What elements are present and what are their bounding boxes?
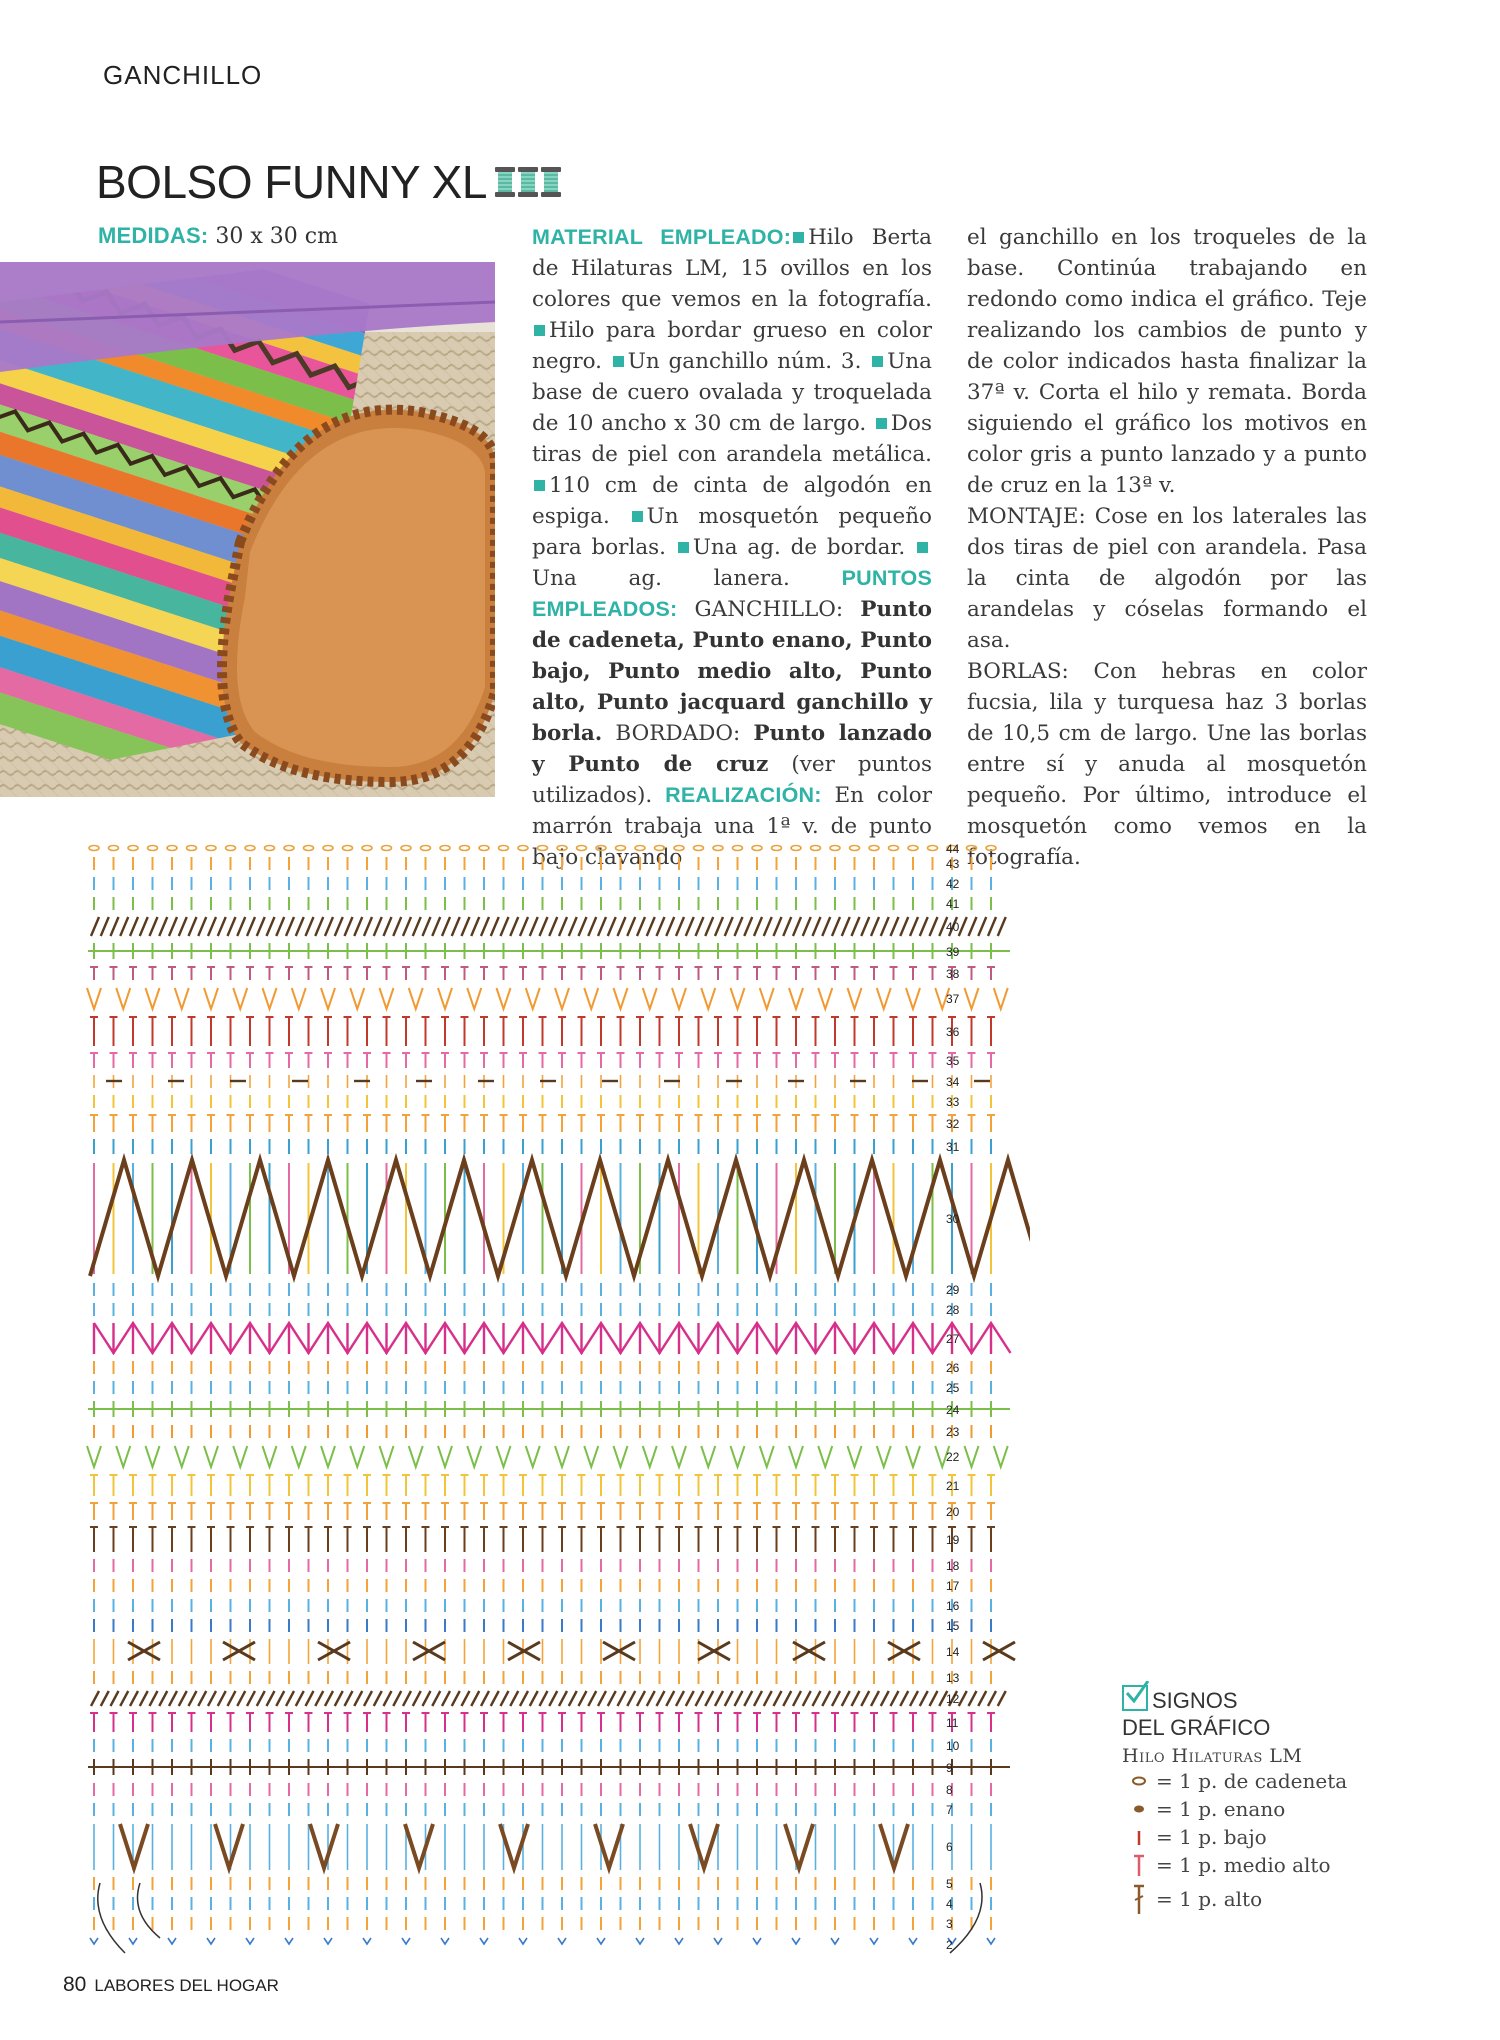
chart-row-number: 18: [946, 1559, 960, 1573]
page-title: BOLSO FUNNY XL: [96, 156, 487, 208]
legend-item-slip: = 1 p. enano: [1122, 1795, 1452, 1823]
chart-row-number: 34: [946, 1075, 960, 1089]
chart-row-number: 14: [946, 1645, 960, 1659]
magazine-name: LABORES DEL HOGAR: [94, 1976, 279, 1995]
chart-row-number: 11: [946, 1716, 959, 1730]
measures-label: MEDIDAS:: [98, 223, 209, 248]
chain-stitch-icon: [1122, 1776, 1156, 1786]
chart-row-number: 20: [946, 1505, 960, 1519]
thread-spool-icon: [495, 167, 561, 197]
chart-row-number: 16: [946, 1599, 960, 1613]
realizacion-text: En color marrón trabaja una 1ª v. de punto bajo clavando: [532, 783, 932, 870]
chart-row-number: 24: [946, 1403, 960, 1417]
measures: [98, 223, 338, 249]
chart-row-number: 25: [946, 1381, 960, 1395]
material-label: MATERIAL EMPLEADO:: [532, 225, 792, 249]
chart-row-number: 29: [946, 1283, 960, 1297]
checkmark-icon: [1122, 1685, 1148, 1711]
chart-row-number: 12: [946, 1692, 960, 1706]
chart-row-number: 41: [946, 897, 960, 911]
bag-photo: [0, 262, 495, 797]
puntos-reference: (ver puntos utilizados).: [532, 752, 932, 808]
chart-row-number: 30: [946, 1212, 960, 1226]
chart-row-number: 9: [946, 1761, 953, 1775]
chart-row-number: 33: [946, 1095, 960, 1109]
measures-value: 30 x 30 cm: [208, 224, 338, 249]
double-crochet-icon: [1122, 1883, 1156, 1915]
chart-row-number: 42: [946, 877, 960, 891]
chart-row-number: 28: [946, 1303, 960, 1317]
single-crochet-icon: [1122, 1827, 1156, 1847]
material-item: Una ag. de bordar.: [692, 535, 906, 560]
chart-row-number: 13: [946, 1671, 960, 1685]
material-item: Hilo Berta de Hilaturas LM, 15 ovillos en los colores que vemos en la fotografía.: [532, 225, 932, 312]
chart-row-number: 31: [946, 1140, 960, 1154]
chart-row-number: 21: [946, 1479, 960, 1493]
chart-row-number: 8: [946, 1783, 953, 1797]
page-footer: [63, 1973, 279, 1997]
chart-row-number: 19: [946, 1533, 960, 1547]
legend-item-chain: = 1 p. de cadeneta: [1122, 1767, 1452, 1795]
puntos-ganchillo-list: Punto de cadeneta, Punto enano, Punto bajo, Punto medio alto, Punto alto, Punto jacquard ganchillo y borla.: [532, 597, 932, 746]
chart-row-number: 40: [946, 920, 960, 934]
legend-title: SIGNOS DEL GRÁFICO: [1122, 1685, 1452, 1741]
chart-row-number: 22: [946, 1450, 960, 1464]
chart-row-number: 35: [946, 1054, 960, 1068]
crochet-chart: [80, 838, 1030, 1968]
puntos-bordado-label: BORDADO:: [602, 721, 754, 746]
chart-row-number: 17: [946, 1579, 960, 1593]
chart-row-number: 39: [946, 945, 960, 959]
chart-row-number: 6: [946, 1840, 953, 1854]
page-number: 80: [63, 1973, 87, 1996]
instructions-column-2: [967, 222, 1367, 873]
puntos-ganchillo-label: GANCHILLO:: [677, 597, 861, 622]
chart-row-number: 7: [946, 1803, 953, 1817]
chart-row-number: 44: [946, 842, 960, 856]
instructions-column-1: [532, 222, 932, 873]
chart-row-number: 3: [946, 1917, 953, 1931]
chart-row-number: 38: [946, 967, 960, 981]
chart-row-number: 27: [946, 1332, 960, 1346]
slip-stitch-icon: [1122, 1804, 1156, 1814]
half-double-crochet-icon: [1122, 1853, 1156, 1877]
chart-legend: [1122, 1685, 1452, 1919]
chart-row-number: 23: [946, 1425, 960, 1439]
material-item: Un mosquetón pequeño para borlas.: [532, 504, 932, 560]
crochet-chart-svg: [80, 838, 1030, 1968]
material-item: 110 cm de cinta de algodón en espiga.: [532, 473, 932, 529]
material-item: Un ganchillo núm. 3.: [627, 349, 862, 374]
chart-row-number: 4: [946, 1897, 953, 1911]
chart-row-number: 26: [946, 1361, 960, 1375]
legend-item-double: = 1 p. alto: [1122, 1879, 1452, 1919]
realizacion-continuation: el ganchillo en los troqueles de la base. Continúa trabajando en redondo como indica el gráfico. Teje realizando los cambios de punto y de color indicados hasta finalizar la 37ª v. Corta el hilo y remata. Borda siguiendo el gráfico los motivos en color gris a punto lanzado y a punto de cruz en la 13ª v.: [967, 225, 1367, 498]
montaje-text: MONTAJE: Cose en los laterales las dos tiras de piel con arandela. Pasa la cinta de algodón por las arandelas y cóselas formando el asa.: [967, 504, 1367, 653]
chart-row-number: 36: [946, 1025, 960, 1039]
legend-item-half-double: = 1 p. medio alto: [1122, 1851, 1452, 1879]
chart-row-number: 2: [946, 1938, 953, 1952]
chart-row-number: 15: [946, 1619, 960, 1633]
chart-row-number: 43: [946, 857, 960, 871]
realizacion-label: REALIZACIÓN:: [665, 783, 822, 807]
puntos-bordado-list: Punto lanzado y Punto de cruz: [532, 721, 932, 777]
chart-row-number: 5: [946, 1877, 953, 1891]
borlas-text: BORLAS: Con hebras en color fucsia, lila y turquesa haz 3 borlas de 10,5 cm de largo. Une las borlas entre sí y anuda al mosquetón pequeño. Por último, introduce el mosquetón como vemos en la fotografía.: [967, 659, 1367, 870]
legend-item-single: = 1 p. bajo: [1122, 1823, 1452, 1851]
legend-subtitle: Hilo Hilaturas LM: [1122, 1745, 1303, 1767]
section-label: GANCHILLO: [103, 60, 263, 90]
material-item: Hilo para bordar grueso en color negro.: [532, 318, 932, 374]
page-title-row: [96, 155, 561, 209]
chart-row-number: 10: [946, 1739, 960, 1753]
material-item: Una base de cuero ovalada y troquelada de 10 ancho x 30 cm de largo.: [532, 349, 932, 436]
chart-row-number: 32: [946, 1117, 960, 1131]
chart-row-number: 37: [946, 992, 960, 1006]
material-item: Una ag. lanera.: [532, 566, 790, 591]
puntos-label: PUNTOS EMPLEADOS:: [532, 566, 932, 621]
material-item: Dos tiras de piel con arandela metálica.: [532, 411, 932, 467]
